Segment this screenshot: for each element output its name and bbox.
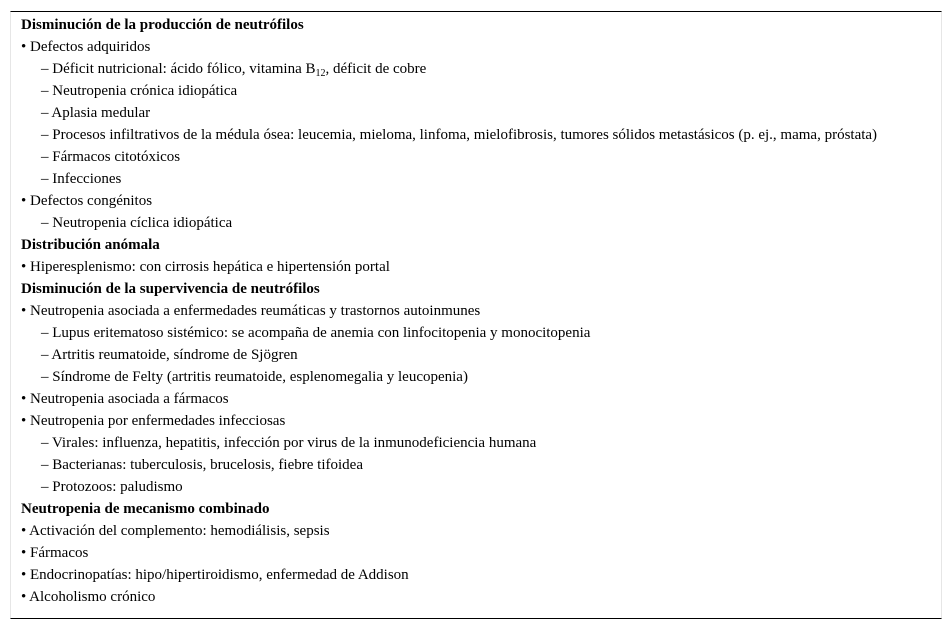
list-subitem: – Aplasia medular	[41, 105, 151, 121]
list-subitem: – Fármacos citotóxicos	[41, 149, 181, 165]
list-subitem: – Lupus eritematoso sistémico: se acompaña de anemia con linfocitopenia y monocitopenia	[41, 325, 591, 341]
list-item: • Endocrinopatías: hipo/hipertiroidismo, enfermedad de Addison	[21, 567, 409, 583]
list-item: • Defectos adquiridos	[21, 39, 151, 55]
list-item: • Activación del complemento: hemodiálisis, sepsis	[21, 523, 330, 539]
list-subitem: – Artritis reumatoide, síndrome de Sjögren	[41, 347, 298, 363]
list-subitem: – Bacterianas: tuberculosis, brucelosis, fiebre tifoidea	[41, 457, 363, 473]
list-subitem: – Procesos infiltrativos de la médula ósea: leucemia, mieloma, linfoma, mielofibrosis, tumores sólidos metastásicos (p. ej., mama, próstata)	[41, 127, 878, 143]
list-subitem: – Neutropenia crónica idiopática	[41, 83, 238, 99]
list-subitem: – Neutropenia cíclica idiopática	[41, 215, 233, 231]
subitem-text: , déficit de cobre	[325, 61, 427, 77]
list-subitem: – Síndrome de Felty (artritis reumatoide, esplenomegalia y leucopenia)	[41, 369, 468, 385]
section-heading: Distribución anómala	[21, 237, 160, 253]
list-subitem: – Infecciones	[41, 171, 122, 187]
list-subitem	[11, 58, 941, 80]
list-item: • Defectos congénitos	[21, 193, 153, 209]
causes-table	[10, 11, 942, 619]
list-item: • Neutropenia por enfermedades infecciosas	[21, 413, 286, 429]
subscript: 12	[315, 68, 326, 79]
list-item: • Neutropenia asociada a enfermedades reumáticas y trastornos autoinmunes	[21, 303, 481, 319]
section-heading: Disminución de la supervivencia de neutrófilos	[21, 281, 320, 297]
list-item: • Neutropenia asociada a fármacos	[21, 391, 229, 407]
list-subitem: – Virales: influenza, hepatitis, infección por virus de la inmunodeficiencia humana	[41, 435, 537, 451]
list-subitem: – Protozoos: paludismo	[41, 479, 183, 495]
section-heading: Disminución de la producción de neutrófilos	[21, 17, 304, 33]
list-item: • Alcoholismo crónico	[21, 589, 156, 605]
list-item: • Hiperesplenismo: con cirrosis hepática e hipertensión portal	[21, 259, 390, 275]
section-heading: Neutropenia de mecanismo combinado	[21, 501, 270, 517]
subitem-text: – Déficit nutricional: ácido fólico, vitamina B	[41, 61, 316, 77]
list-item: • Fármacos	[21, 545, 89, 561]
